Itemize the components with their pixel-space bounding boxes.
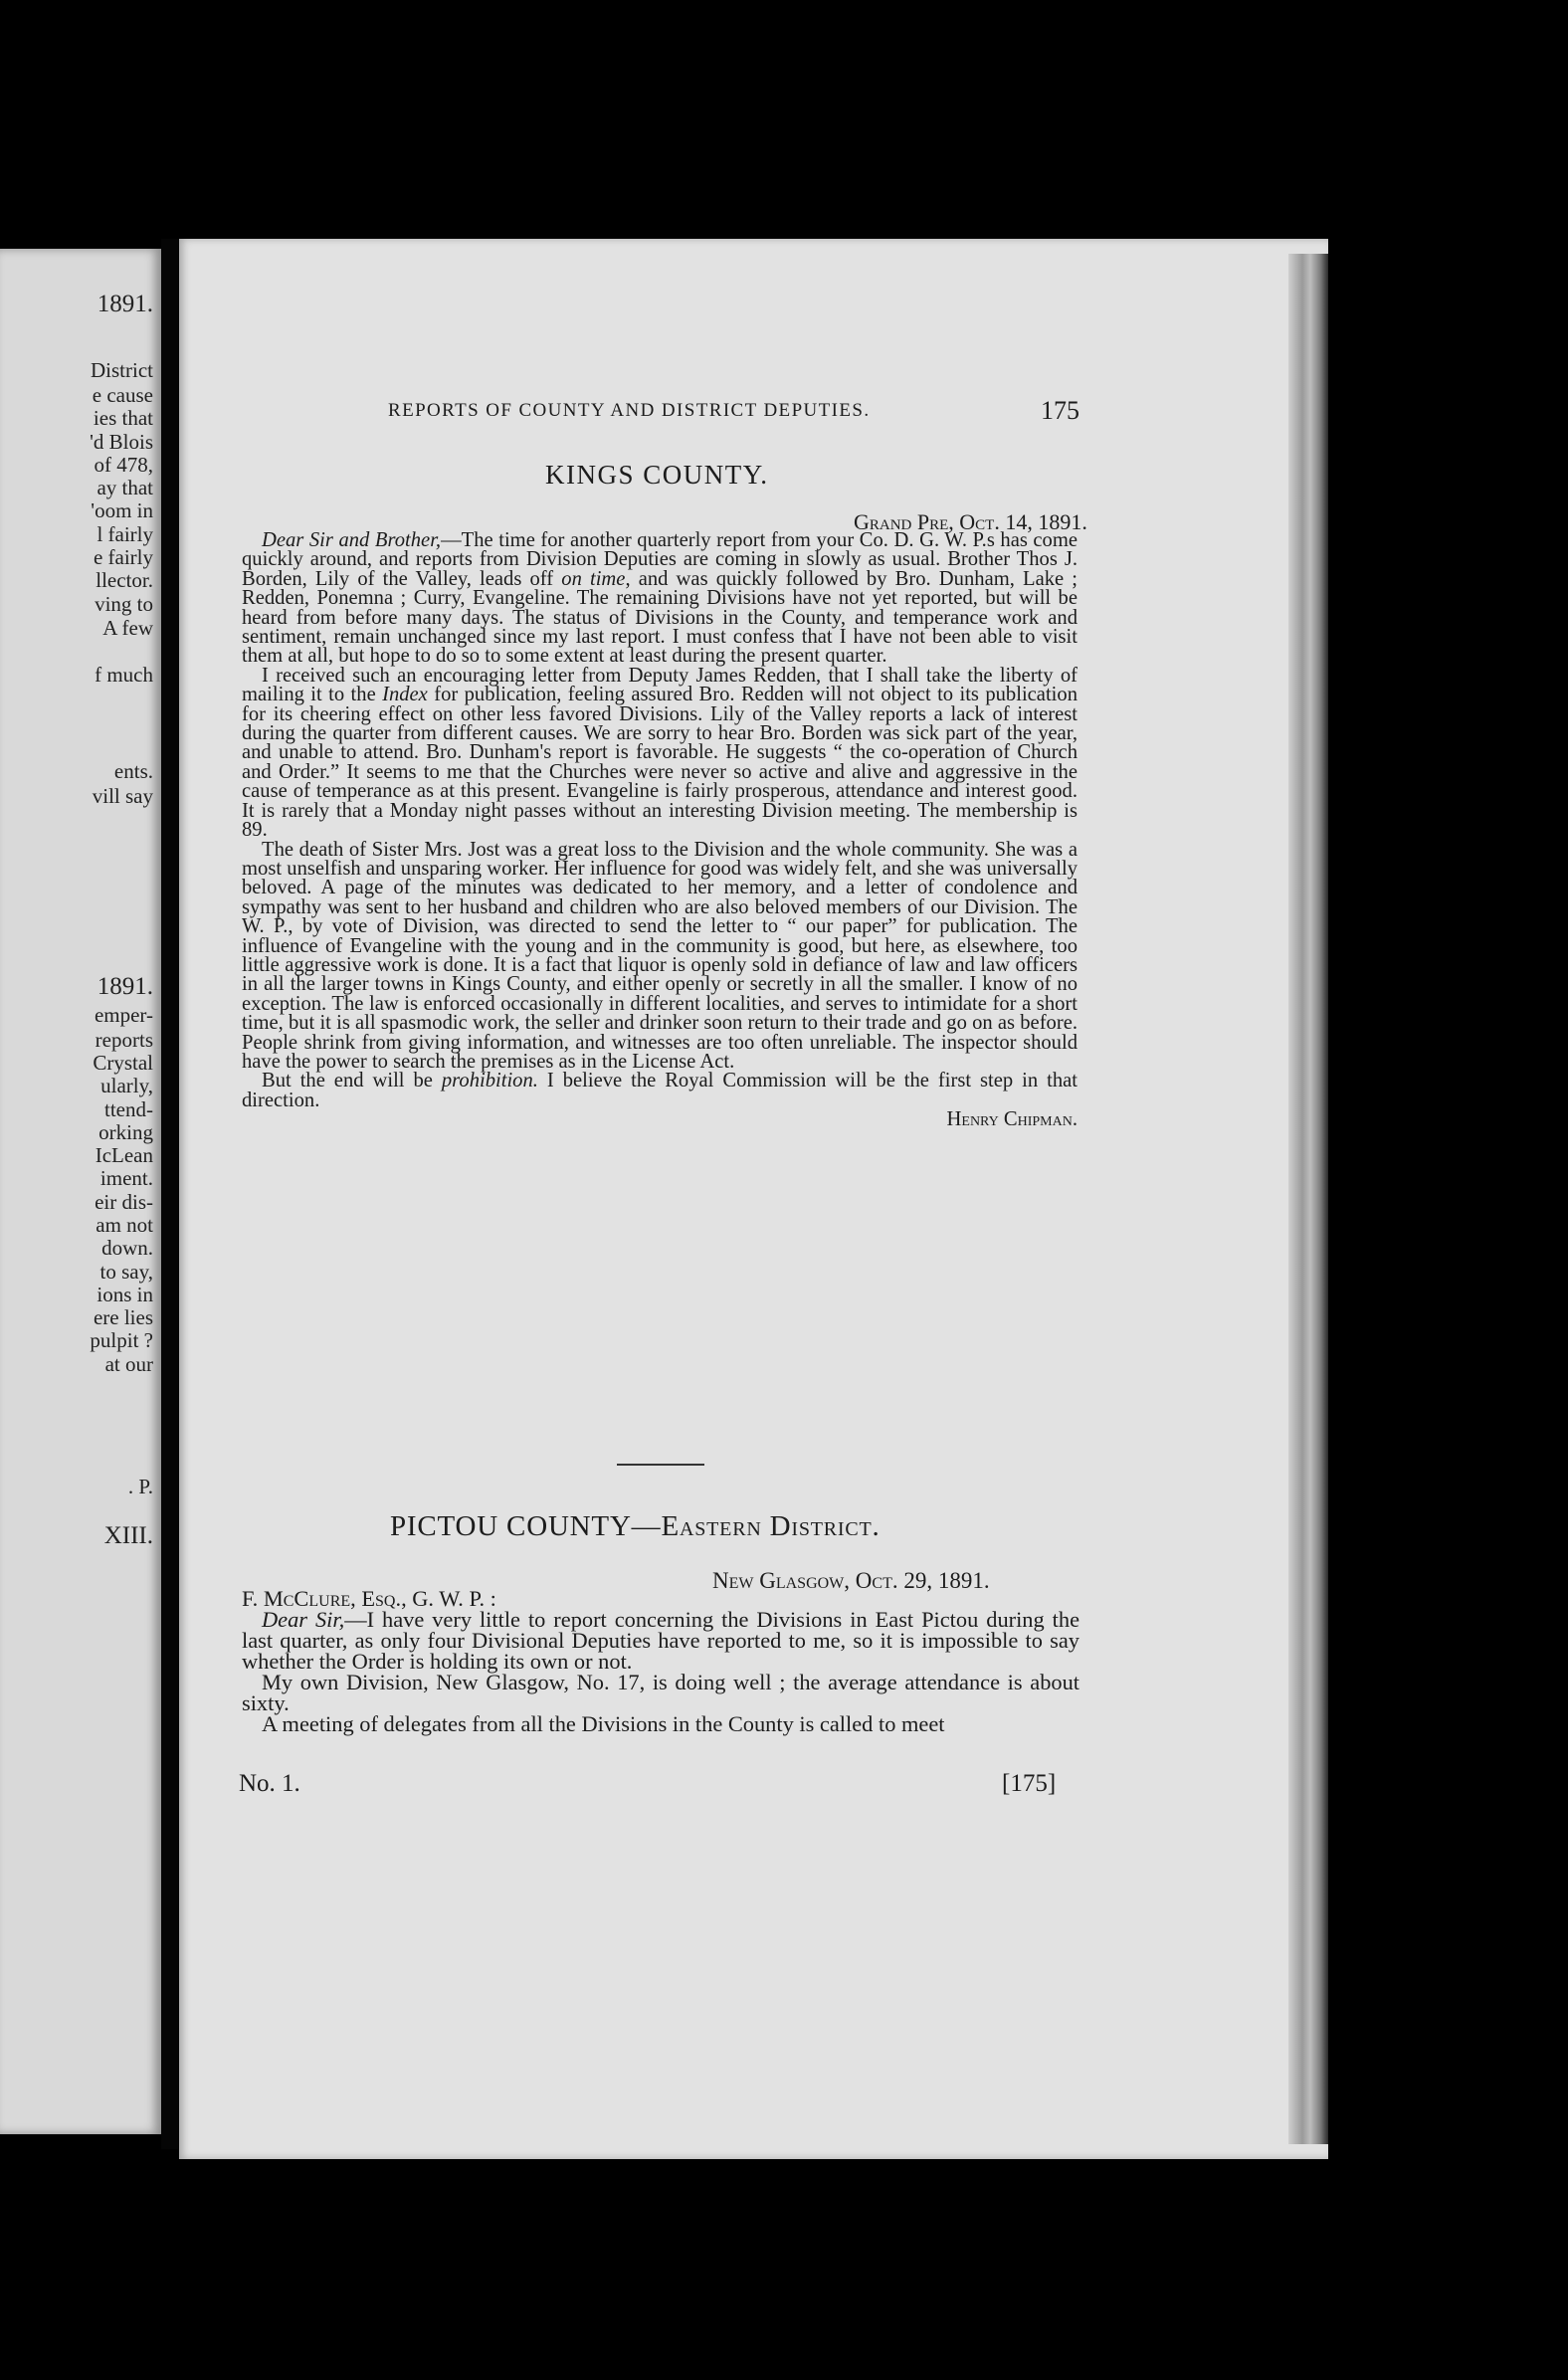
- facing-page-text-fragment: of 478,: [94, 453, 153, 477]
- facing-page-text-fragment: reports: [95, 1028, 153, 1052]
- facing-page-text-fragment: ving to: [95, 592, 153, 616]
- facing-page-text-fragment: emper-: [94, 1003, 153, 1027]
- facing-page-text-fragment: pulpit ?: [90, 1328, 153, 1352]
- facing-page-fragment: [0, 249, 161, 2134]
- pictou-report-body: [242, 1588, 1079, 1734]
- kings-paragraph-2: I received such an encouraging letter from Deputy James Redden, that I shall take the liberty of mailing it to the Index for publication, feeling assured Bro. Redden will not object to its publication for its cheering effect on other less favored Divisions. Lily of the Valley reports a lack of interest during the quarter from different causes. We are sorry to hear Bro. Borden was sick part of the year, and unable to attend. Bro. Dunham's report is favorable. He suggests “ the co-operation of Church and Order.” It seems to me that the Churches were never so active and alive and aggressive in the cause of temperance as at this present. Evangeline is fairly prosperous, attendance and interest good. It is rarely that a Monday night passes without an interesting Division meeting. The membership is 89.: [242, 664, 1078, 842]
- pictou-paragraph-1: Dear Sir,—I have very little to report concerning the Divisions in East Pictou during the last quarter, as only four Divisional Deputies have reported to me, so it is impossible to say whether the Order is holding its own or not.: [242, 1607, 1080, 1674]
- kings-paragraph-3: The death of Sister Mrs. Jost was a great loss to the Division and the whole community. She was a most unselfish and unsparing worker. Her influence for good was widely felt, and she was universally beloved. A page of the minutes was dedicated to her memory, and a letter of condolence and sympathy was sent to her husband and children who are also beloved members of our Division. The W. P., by vote of Division, was directed to send the letter to “ our paper” for publication. The influence of Evangeline with the young and in the community is good, but here, as elsewhere, too little aggressive work is done. It is a fact that liquor is openly sold in defiance of law and law officers in all the larger towns in Kings County, and either openly or secretly in all the smaller. I know of no exception. The law is enforced occasionally in different localities, and serves to intimidate for a short time, but it is all spasmodic work, the seller and drinker soon return to their trade and go on as before. People shrink from giving information, and witnesses are too often unreliable. The inspector should have the power to search the premises as in the License Act.: [242, 838, 1078, 1073]
- facing-page-text-fragment: ents.: [113, 759, 153, 783]
- facing-page-text-fragment: Crystal: [93, 1051, 153, 1075]
- facing-page-text-fragment: llector.: [96, 568, 153, 592]
- facing-page-text-fragment: down.: [101, 1236, 153, 1260]
- facing-page-text-fragment: ions in: [97, 1283, 153, 1306]
- facing-page-text-fragment: 'd Blois: [90, 430, 153, 454]
- facing-page-text-fragment: 'oom in: [91, 498, 153, 522]
- facing-page-text-fragment: A few: [102, 616, 153, 640]
- pictou-county-heading: PICTOU COUNTY—Eastern District.: [390, 1510, 881, 1542]
- footer-page-number: [175]: [1002, 1770, 1057, 1797]
- running-head: REPORTS OF COUNTY AND DISTRICT DEPUTIES.: [388, 400, 871, 421]
- facing-page-text-fragment: vill say: [92, 784, 153, 808]
- facing-page-text-fragment: ay that: [97, 476, 153, 499]
- facing-page-text-fragment: orking: [98, 1120, 153, 1144]
- pictou-paragraph-3: A meeting of delegates from all the Divisions in the County is called to meet: [262, 1711, 945, 1736]
- book-gutter: [161, 239, 179, 2149]
- facing-page-text-fragment: 1891.: [97, 973, 153, 1000]
- facing-page-text-fragment: at our: [104, 1352, 153, 1376]
- kings-salutation: Dear Sir and Brother,: [262, 529, 442, 551]
- section-separator: [617, 1464, 704, 1466]
- facing-page-text-fragment: XIII.: [103, 1522, 153, 1549]
- facing-page-text-fragment: ies that: [93, 406, 153, 430]
- page-number: 175: [1041, 396, 1079, 425]
- kings-dateline: Grand Pre, Oct. 14, 1891.: [854, 509, 1087, 534]
- kings-report-body: [242, 531, 1078, 1130]
- facing-page-text-fragment: e cause: [92, 383, 153, 407]
- facing-page-text-fragment: eir dis-: [95, 1190, 153, 1214]
- pictou-salutation: Dear Sir,: [262, 1607, 345, 1632]
- kings-county-heading: KINGS COUNTY.: [545, 460, 769, 490]
- facing-page-text-fragment: . P.: [127, 1475, 153, 1498]
- facing-page-text-fragment: IcLean: [95, 1143, 153, 1167]
- facing-page-text-fragment: 1891.: [97, 291, 153, 317]
- facing-page-text-fragment: ere lies: [93, 1305, 153, 1329]
- facing-page-text-fragment: e fairly: [93, 545, 153, 569]
- book-page: [179, 239, 1328, 2159]
- pictou-addressee: F. McClure, Esq., G. W. P. :: [242, 1586, 496, 1611]
- kings-paragraph-1: Dear Sir and Brother,—The time for another quarterly report from your Co. D. G. W. P.s has come quickly around, and reports from Division Deputies are coming in slowly as usual. Brother Thos J. Borden, Lily of the Valley, leads off on time, and was quickly followed by Bro. Dunham, Lake ; Redden, Ponemna ; Curry, Evangeline. The remaining Divisions have not yet reported, but will be heard from before many days. The status of Divisions in the County, and temperance work and sentiment, remain unchanged since my last report. I must confess that I have not been able to visit them at all, but hope to do so to some extent at least during the present quarter.: [242, 529, 1078, 668]
- kings-signature: Henry Chipman.: [946, 1108, 1078, 1131]
- facing-page-text-fragment: f much: [95, 663, 153, 687]
- signature-mark: No. 1.: [239, 1770, 300, 1797]
- page-edge: [1288, 254, 1328, 2144]
- facing-page-text-fragment: l fairly: [97, 522, 153, 546]
- pictou-dateline: New Glasgow, Oct. 29, 1891.: [712, 1568, 990, 1593]
- facing-page-text-fragment: ularly,: [100, 1074, 153, 1097]
- facing-page-text-fragment: ttend-: [104, 1097, 153, 1121]
- facing-page-text-fragment: am not: [96, 1213, 153, 1237]
- pictou-paragraph-2: My own Division, New Glasgow, No. 17, is doing well ; the average attendance is about sixty.: [242, 1670, 1079, 1715]
- facing-page-text-fragment: to say,: [99, 1260, 153, 1284]
- facing-page-text-fragment: District: [91, 358, 153, 382]
- facing-page-text-fragment: iment.: [99, 1166, 153, 1190]
- kings-paragraph-4: But the end will be prohibition. I believe the Royal Commission will be the first step in that direction.: [242, 1070, 1078, 1111]
